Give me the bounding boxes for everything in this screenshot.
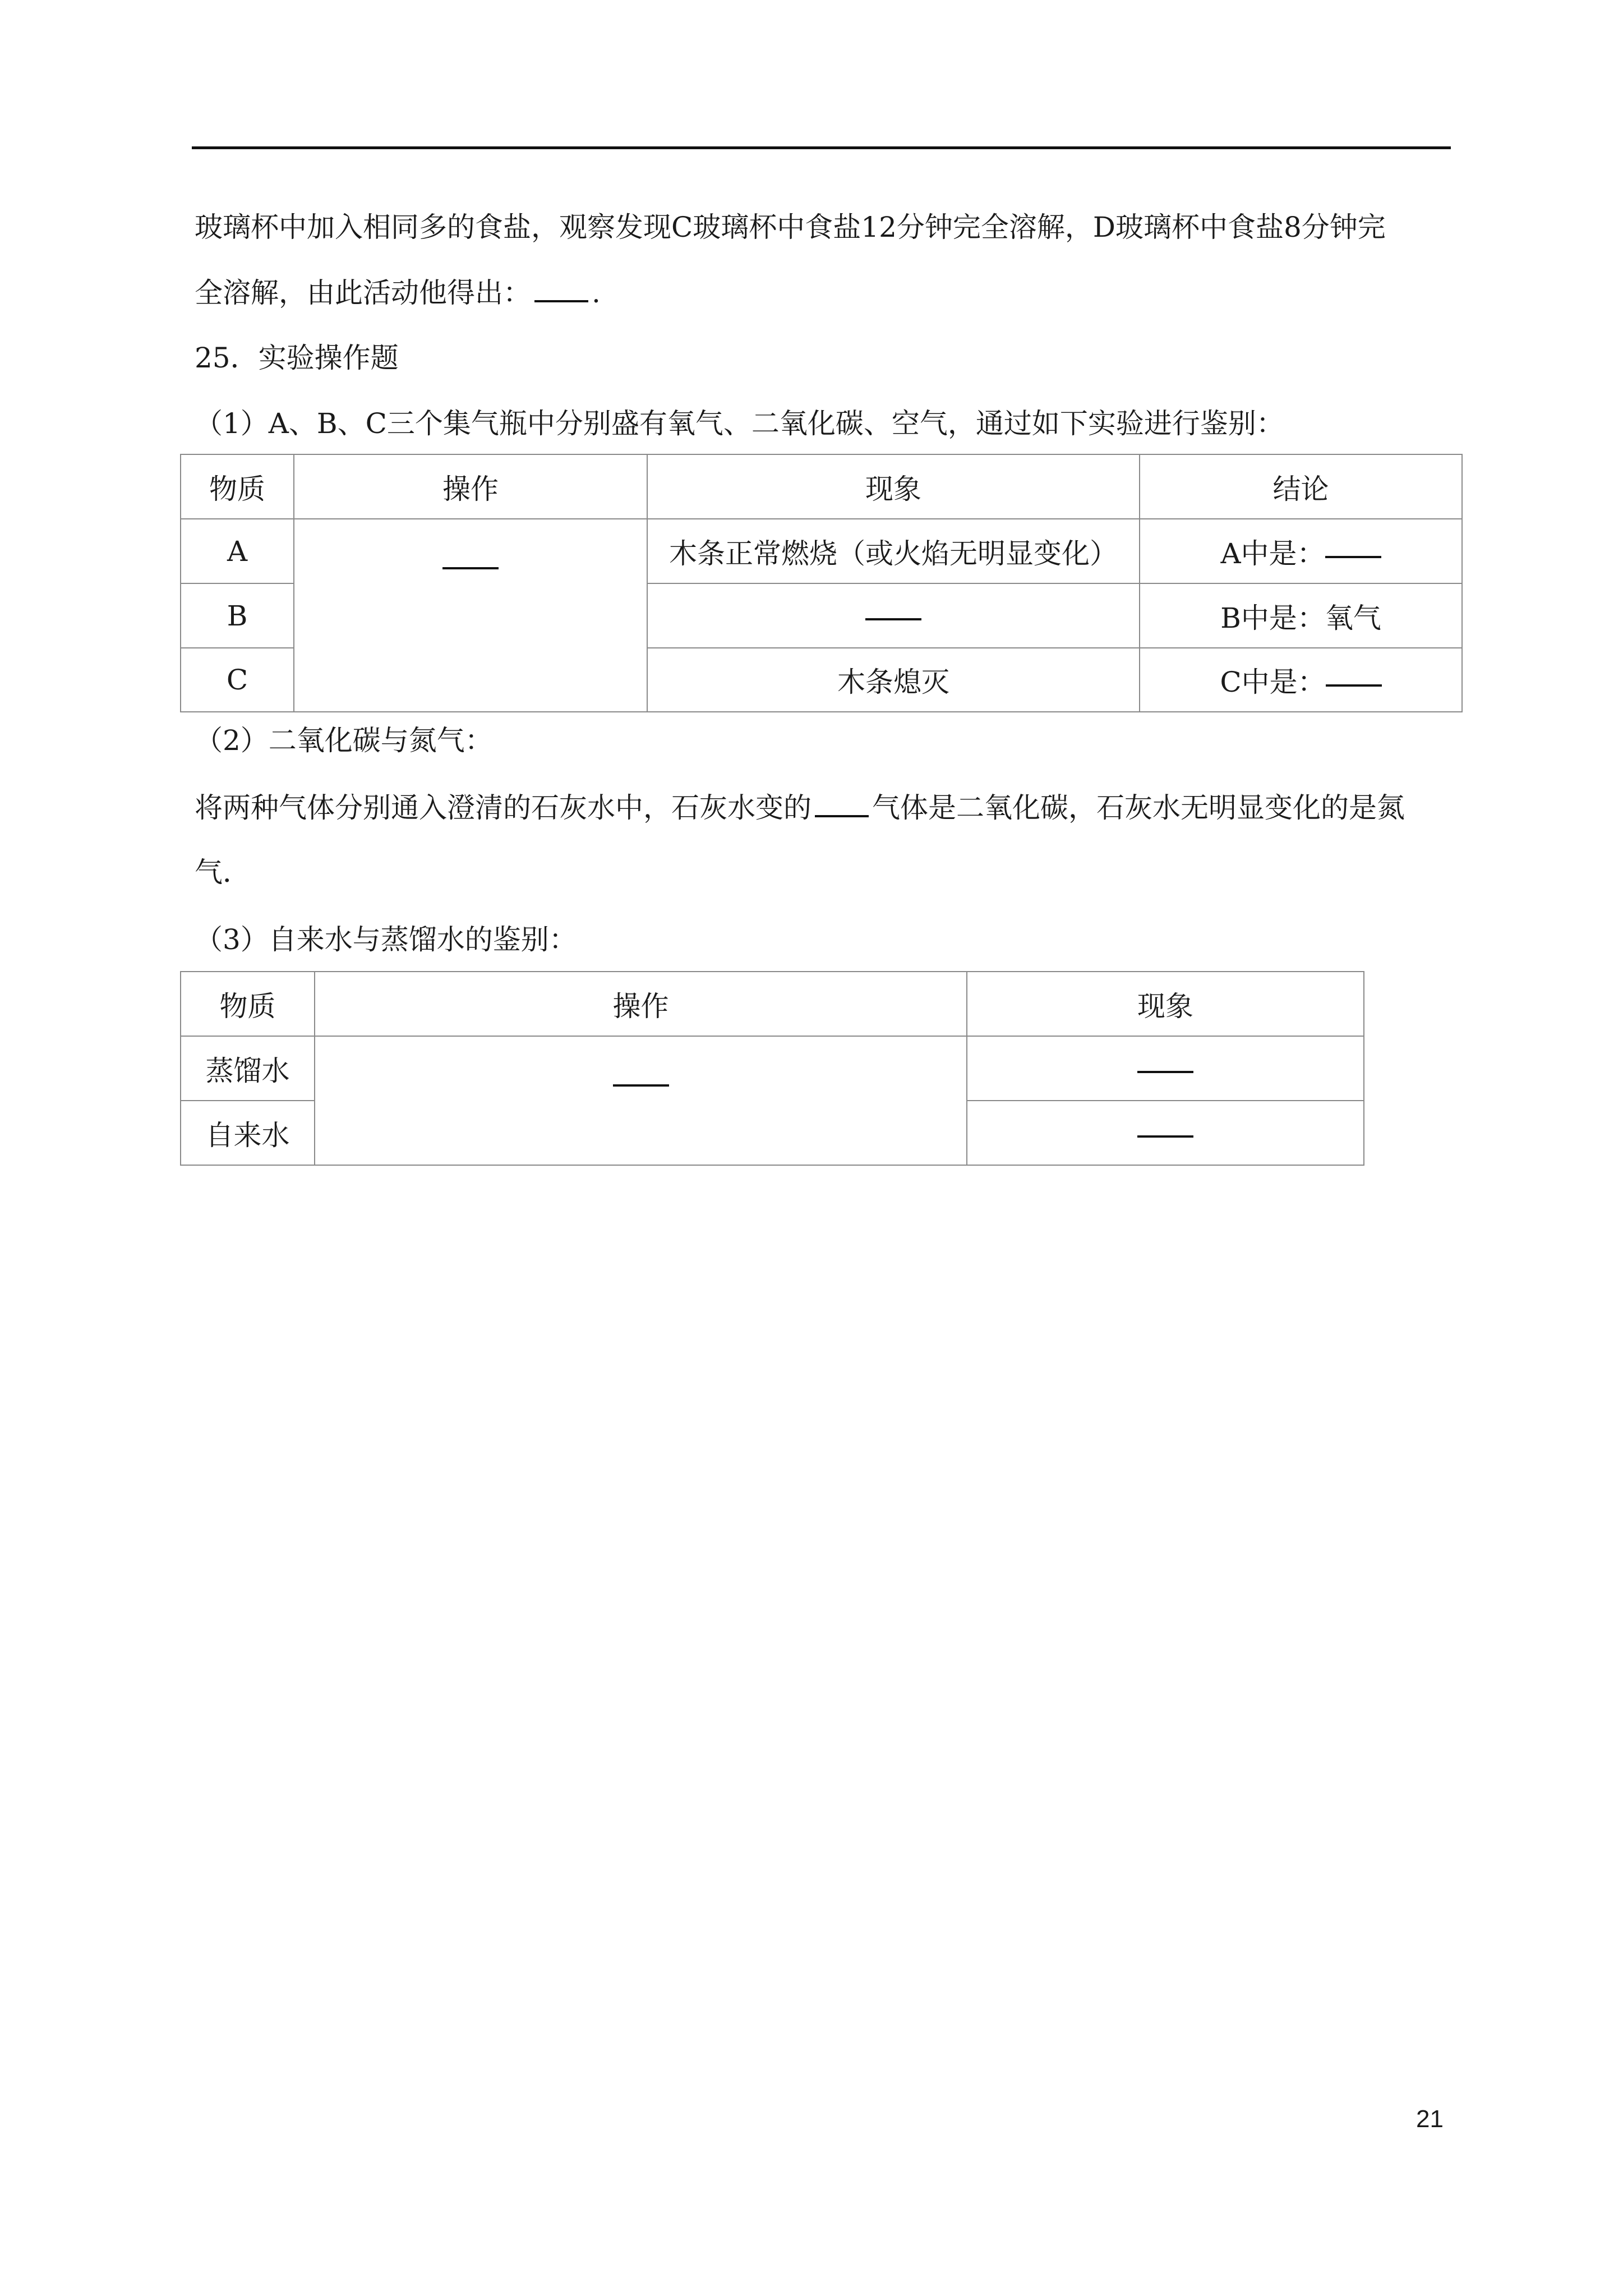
table-2-header-row xyxy=(181,972,1364,1036)
intro-line-1: 玻璃杯中加入相同多的食盐，观察发现C玻璃杯中食盐12分钟完全溶解，D玻璃杯中食盐8分钟完 xyxy=(195,211,1386,243)
table-1-substance-a: A xyxy=(181,519,294,583)
table-row xyxy=(181,1036,1364,1101)
table-2-substance-tap: 自来水 xyxy=(181,1101,315,1165)
table-1-conclusion-c xyxy=(1140,648,1462,712)
part-2-text-before: 将两种气体分别通入澄清的石灰水中，石灰水变的 xyxy=(195,792,811,824)
table-1-phenomenon-b xyxy=(647,583,1140,648)
part-2-heading: （2）二氧化碳与氮气： xyxy=(195,724,493,757)
answer-blank xyxy=(442,565,499,569)
table-2-phenomenon-distilled xyxy=(967,1036,1364,1101)
part-2-line-1 xyxy=(195,791,1405,825)
table-2-header-substance: 物质 xyxy=(181,972,315,1036)
table-2-substance-distilled: 蒸馏水 xyxy=(181,1036,315,1101)
table-1-conclusion-a-text: A中是： xyxy=(1220,537,1325,570)
table-1-substance-b: B xyxy=(181,583,294,648)
answer-blank xyxy=(534,298,588,302)
table-1-substance-c: C xyxy=(181,648,294,712)
table-1-header-conclusion: 结论 xyxy=(1140,454,1462,519)
answer-blank xyxy=(815,813,869,817)
table-2-operation-cell xyxy=(315,1036,967,1165)
answer-blank xyxy=(1137,1133,1193,1138)
table-1-conclusion-b: B中是：氧气 xyxy=(1140,583,1462,648)
answer-blank xyxy=(613,1082,669,1087)
table-1-phenomenon-a: 木条正常燃烧（或火焰无明显变化） xyxy=(647,519,1140,583)
identification-table-1 xyxy=(180,454,1463,712)
table-1-header-row xyxy=(181,454,1462,519)
intro-line-2-text: 全溶解，由此活动他得出： xyxy=(195,277,531,309)
table-1-conclusion-c-text: C中是： xyxy=(1220,666,1326,698)
table-2-header-phenomenon: 现象 xyxy=(967,972,1364,1036)
intro-line-2-end: . xyxy=(592,277,601,309)
answer-blank xyxy=(1137,1069,1193,1073)
question-25-heading: 25．实验操作题 xyxy=(195,342,399,374)
part-2-text-after: 气体是二氧化碳，石灰水无明显变化的是氮 xyxy=(872,792,1405,824)
table-1-conclusion-a xyxy=(1140,519,1462,583)
answer-blank xyxy=(865,616,921,620)
answer-blank xyxy=(1325,554,1381,558)
identification-table-2 xyxy=(180,971,1364,1166)
header-rule xyxy=(192,146,1451,149)
table-2-header-operation: 操作 xyxy=(315,972,967,1036)
table-2-phenomenon-tap xyxy=(967,1101,1364,1165)
table-1-header-operation: 操作 xyxy=(294,454,647,519)
table-1-phenomenon-c: 木条熄灭 xyxy=(647,648,1140,712)
page-number: 21 xyxy=(1416,2105,1444,2133)
intro-line-2 xyxy=(195,276,601,310)
part-3-heading: （3）自来水与蒸馏水的鉴别： xyxy=(195,923,577,956)
answer-blank xyxy=(1326,682,1382,687)
table-1-header-substance: 物质 xyxy=(181,454,294,519)
part-1-intro: （1）A、B、C三个集气瓶中分别盛有氧气、二氧化碳、空气，通过如下实验进行鉴别： xyxy=(195,407,1284,440)
table-1-header-phenomenon: 现象 xyxy=(647,454,1140,519)
part-2-line-2: 气． xyxy=(195,856,251,889)
table-row xyxy=(181,519,1462,583)
table-1-operation-cell xyxy=(294,519,647,712)
